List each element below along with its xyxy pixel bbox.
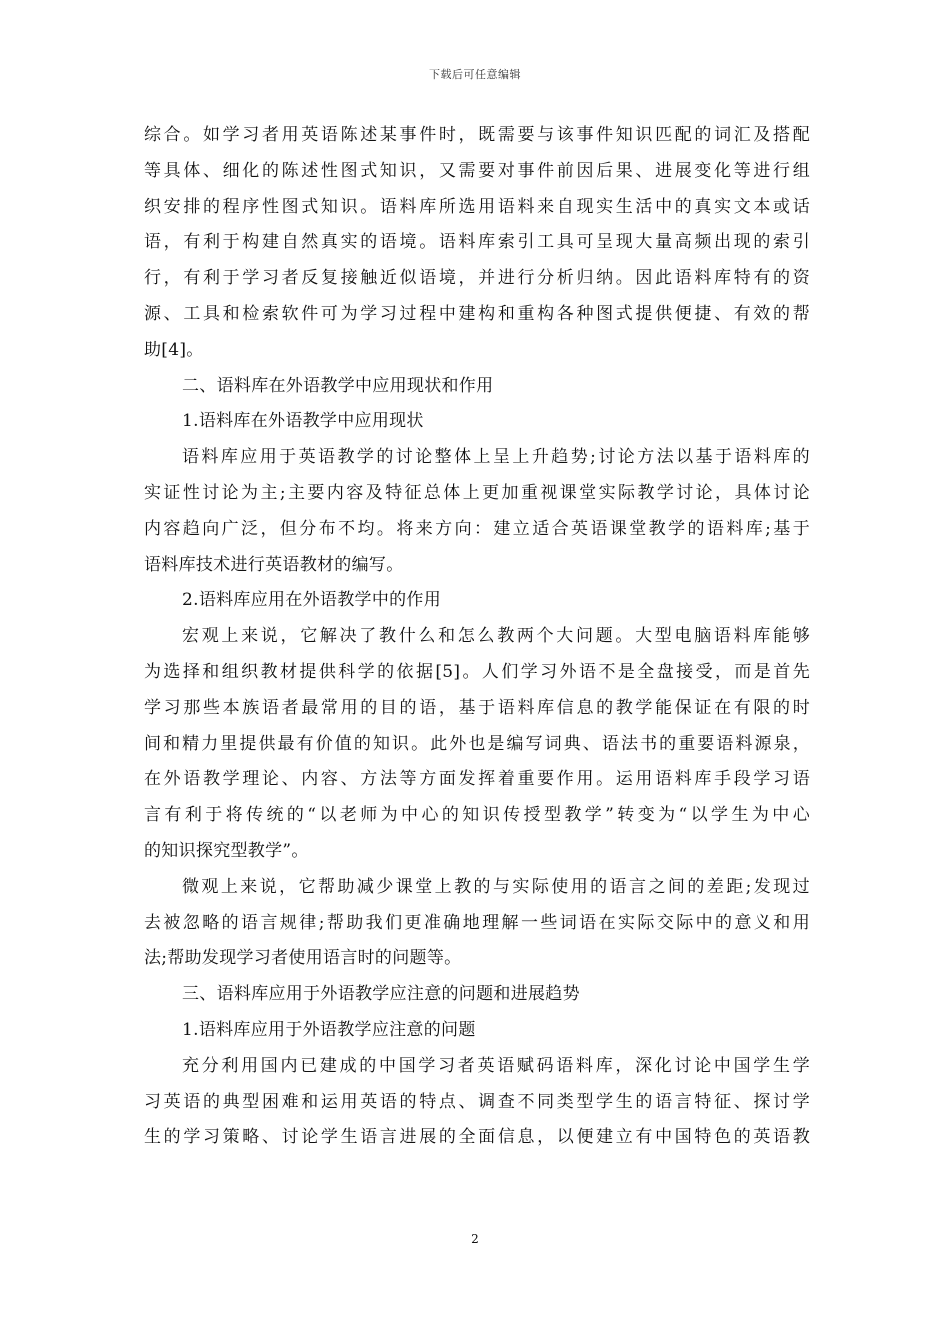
text-line: 法;帮助发现学习者使用语言时的问题等。: [144, 948, 462, 969]
text-line: 语料库应用于英语教学的讨论整体上呈上升趋势;讨论方法以基于语料库的: [182, 447, 810, 468]
text-line: 微观上来说，它帮助减少课堂上教的与实际使用的语言之间的差距;发现过: [182, 876, 810, 897]
text-line: 助[4]。: [144, 339, 204, 360]
text-line: 言有利于将传统的“以老师为中心的知识传授型教学”转变为“以学生为中心: [144, 805, 810, 826]
section-heading: 三、语料库应用于外语教学应注意的问题和进展趋势: [182, 984, 580, 1005]
text-line: 综合。如学习者用英语陈述某事件时，既需要与该事件知识匹配的词汇及搭配: [144, 125, 810, 145]
page-number: 2: [471, 1232, 479, 1246]
text-line: 生的学习策略、讨论学生语言进展的全面信息，以便建立有中国特色的英语教: [144, 1127, 810, 1148]
text-line: 行，有利于学习者反复接触近似语境，并进行分析归纳。因此语料库特有的资: [144, 268, 810, 289]
text-line: 织安排的程序性图式知识。语料库所选用语料来自现实生活中的真实文本或话: [144, 196, 810, 217]
text-line: 为选择和组织教材提供科学的依据[5]。人们学习外语不是全盘接受，而是首先: [144, 661, 810, 682]
text-line: 源、工具和检索软件可为学习过程中建构和重构各种图式提供便捷、有效的帮: [144, 303, 810, 324]
subsection-heading: 2.语料库应用在外语教学中的作用: [182, 590, 442, 611]
subsection-heading: 1.语料库应用于外语教学应注意的问题: [182, 1019, 476, 1040]
text-line: 习英语的典型困难和运用英语的特点、调查不同类型学生的语言特征、探讨学: [144, 1091, 810, 1112]
text-line: 等具体、细化的陈述性图式知识，又需要对事件前因后果、进展变化等进行组: [144, 160, 810, 181]
text-line: 间和精力里提供最有价值的知识。此外也是编写词典、语法书的重要语料源泉，: [144, 733, 810, 754]
text-line: 实证性讨论为主;主要内容及特征总体上更加重视课堂实际教学讨论，具体讨论: [144, 482, 810, 503]
text-line: 的知识探究型教学”。: [144, 840, 309, 861]
text-line: 去被忽略的语言规律;帮助我们更准确地理解一些词语在实际交际中的意义和用: [144, 912, 810, 933]
text-line: 内容趋向广泛，但分布不均。将来方向：建立适合英语课堂教学的语料库;基于: [144, 518, 810, 539]
text-line: 充分利用国内已建成的中国学习者英语赋码语料库，深化讨论中国学生学: [182, 1055, 810, 1076]
document-body: [144, 118, 810, 1156]
text-line: 学习那些本族语者最常用的目的语，基于语料库信息的教学能保证在有限的时: [144, 697, 810, 718]
text-line: 在外语教学理论、内容、方法等方面发挥着重要作用。运用语料库手段学习语: [144, 769, 810, 790]
text-line: 宏观上来说，它解决了教什么和怎么教两个大问题。大型电脑语料库能够: [182, 626, 810, 647]
text-line: 语，有利于构建自然真实的语境。语料库索引工具可呈现大量高频出现的索引: [144, 232, 810, 253]
subsection-heading: 1.语料库在外语教学中应用现状: [182, 411, 424, 432]
page-header: 下载后可任意编辑: [429, 68, 521, 81]
text-line: 语料库技术进行英语教材的编写。: [144, 554, 404, 575]
section-heading: 二、语料库在外语教学中应用现状和作用: [182, 375, 494, 396]
